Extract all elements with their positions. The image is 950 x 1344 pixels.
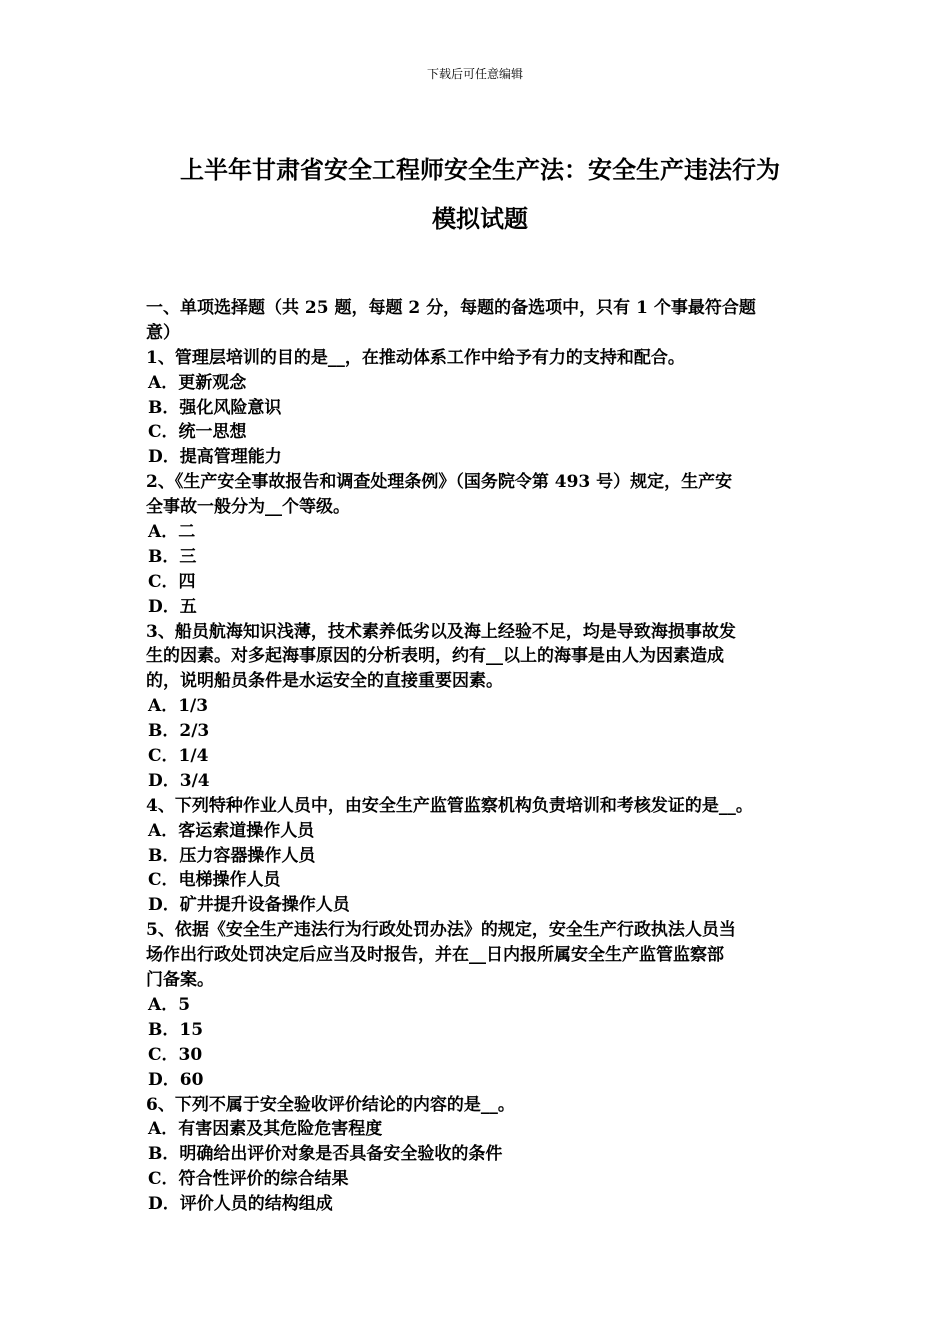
question-block (146, 620, 814, 794)
answer-option: A．二 (148, 522, 196, 543)
question-stem-line: 门备案。 (146, 970, 214, 991)
document-title-line-2: 模拟试题 (432, 204, 528, 233)
question-block (146, 1093, 814, 1217)
answer-option: C．1/4 (148, 746, 209, 767)
document-title-line-1: 上半年甘肃省安全工程师安全生产法：安全生产违法行为 (180, 155, 780, 184)
answer-option: A．5 (148, 994, 191, 1015)
answer-option: B．15 (148, 1019, 204, 1040)
header-note: 下载后可任意编辑 (426, 67, 523, 81)
answer-option: A．1/3 (148, 696, 209, 717)
answer-option: D．评价人员的结构组成 (148, 1194, 333, 1215)
section-heading-line-2: 意） (146, 322, 180, 343)
answer-option: B．压力容器操作人员 (148, 845, 316, 866)
section-heading-line-1: 一、单项选择题（共 25 题，每题 2 分，每题的备选项中，只有 1 个事最符合题 (146, 298, 756, 318)
question-stem-line: 4、下列特种作业人员中，由安全生产监管监察机构负责培训和考核发证的是__。 (146, 795, 753, 816)
question-block (146, 346, 814, 470)
question-list (146, 296, 814, 1217)
answer-option: C．30 (148, 1044, 203, 1065)
question-block (146, 470, 814, 619)
question-stem-line: 1、管理层培训的目的是__，在推动体系工作中给予有力的支持和配合。 (146, 347, 685, 368)
answer-option: A．有害因素及其危险危害程度 (148, 1119, 383, 1140)
question-block (146, 918, 814, 1092)
answer-option: A．更新观念 (148, 372, 247, 393)
question-stem-line: 场作出行政处罚决定后应当及时报告，并在__日内报所属安全生产监管监察部 (146, 945, 724, 966)
question-stem-line: 6、下列不属于安全验收评价结论的内容的是__。 (146, 1094, 515, 1115)
answer-option: A．客运索道操作人员 (148, 820, 315, 841)
answer-option: D．提高管理能力 (148, 447, 282, 468)
question-stem-line: 全事故一般分为__个等级。 (146, 497, 350, 518)
answer-option: D．矿井提升设备操作人员 (148, 895, 350, 916)
answer-option: B．强化风险意识 (148, 397, 282, 418)
answer-option: C．电梯操作人员 (148, 870, 281, 891)
question-stem-line: 生的因素。对多起海事原因的分析表明，约有__以上的海事是由人为因素造成 (146, 646, 724, 667)
answer-option: C．统一思想 (148, 422, 247, 443)
question-stem-line: 3、船员航海知识浅薄，技术素养低劣以及海上经验不足，均是导致海损事故发 (146, 621, 736, 642)
answer-option: D．60 (148, 1069, 204, 1090)
answer-option: B．三 (148, 546, 197, 567)
answer-option: D．五 (148, 596, 197, 617)
answer-option: B．2/3 (148, 721, 210, 742)
answer-option: C．四 (148, 571, 196, 592)
answer-option: C．符合性评价的综合结果 (148, 1169, 349, 1190)
answer-option: B．明确给出评价对象是否具备安全验收的条件 (148, 1144, 503, 1165)
question-stem-line: 的，说明船员条件是水运安全的直接重要因素。 (146, 671, 503, 692)
question-block (146, 794, 814, 918)
question-stem-line: 2、《生产安全事故报告和调查处理条例》（国务院令第 493 号）规定，生产安 (146, 472, 733, 493)
answer-option: D．3/4 (148, 770, 210, 791)
question-stem-line: 5、依据《安全生产违法行为行政处罚办法》的规定，安全生产行政执法人员当 (146, 920, 736, 941)
